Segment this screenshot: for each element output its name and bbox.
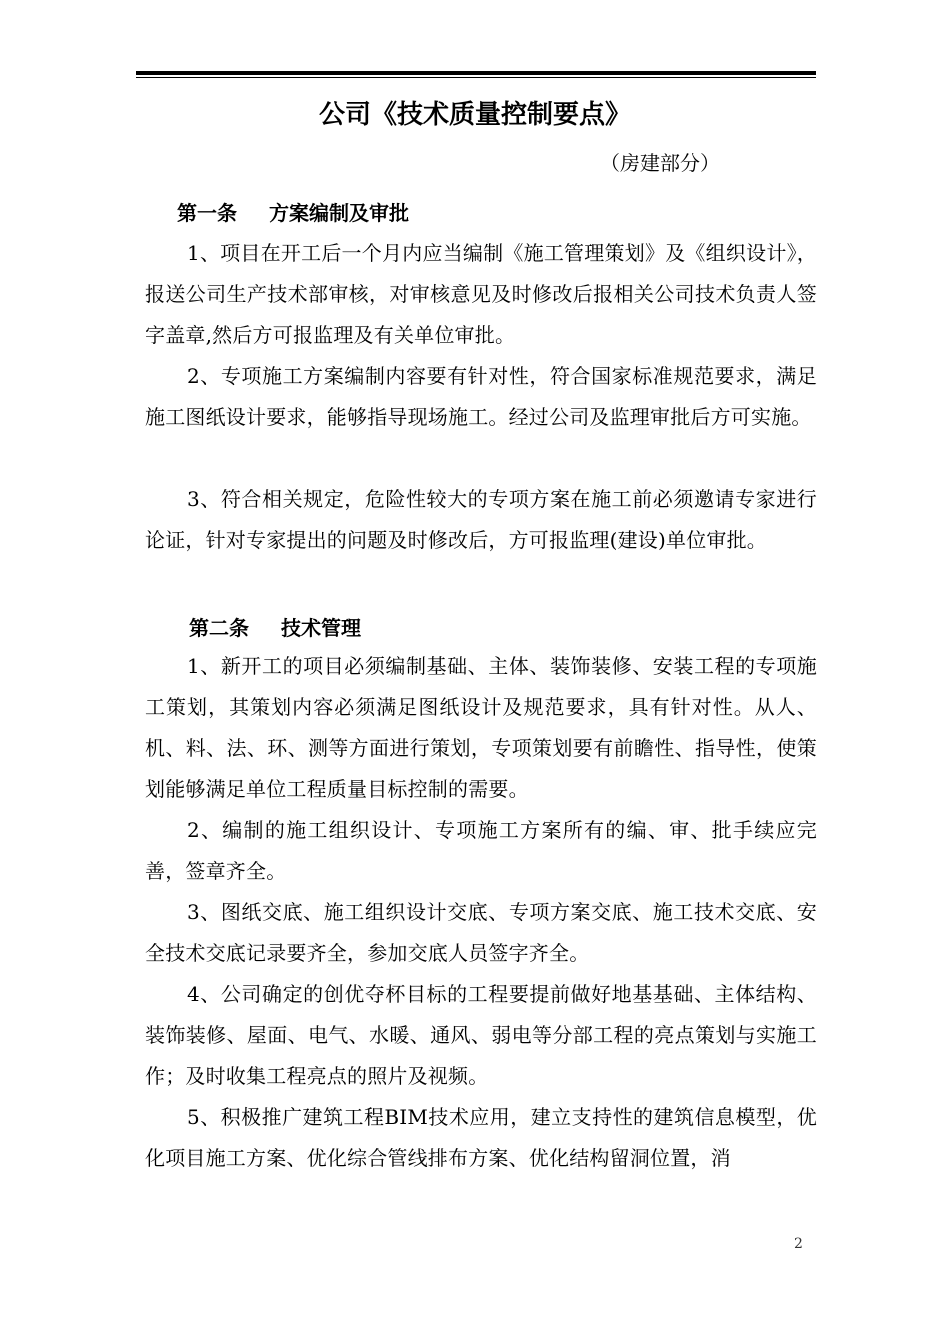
paragraph: 4、公司确定的创优夺杯目标的工程要提前做好地基基础、主体结构、装饰装修、屋面、电气、水暖、通风、弱电等分部工程的亮点策划与实施工作；及时收集工程亮点的照片及视频。 <box>145 982 817 1088</box>
section-number: 第一条 <box>177 201 237 225</box>
section-heading-2 <box>189 616 361 640</box>
paragraph: 3、符合相关规定，危险性较大的专项方案在施工前必须邀请专家进行论证，针对专家提出的问题及时修改后，方可报监理(建设)单位审批。 <box>145 487 817 552</box>
section-heading-1 <box>177 201 409 225</box>
paragraph: 2、编制的施工组织设计、专项施工方案所有的编、审、批手续应完善，签章齐全。 <box>145 818 817 883</box>
header-rule-thick <box>136 71 816 75</box>
section-title: 方案编制及审批 <box>269 201 409 225</box>
document-subtitle: （房建部分） <box>600 151 720 175</box>
paragraph: 3、图纸交底、施工组织设计交底、专项方案交底、施工技术交底、安全技术交底记录要齐全，参加交底人员签字齐全。 <box>145 900 817 965</box>
section-number: 第二条 <box>189 616 249 640</box>
paragraph: 1、新开工的项目必须编制基础、主体、装饰装修、安装工程的专项施工策划，其策划内容必须满足图纸设计及规范要求，具有针对性。从人、机、料、法、环、测等方面进行策划，专项策划要有前瞻性、指导性，使策划能够满足单位工程质量目标控制的需要。 <box>145 654 817 801</box>
paragraph: 2、专项施工方案编制内容要有针对性，符合国家标准规范要求，满足施工图纸设计要求，能够指导现场施工。经过公司及监理审批后方可实施。 <box>145 364 817 429</box>
page-number: 2 <box>794 1236 803 1252</box>
paragraph: 1、项目在开工后一个月内应当编制《施工管理策划》及《组织设计》，报送公司生产技术部审核，对审核意见及时修改后报相关公司技术负责人签字盖章,然后方可报监理及有关单位审批。 <box>145 241 817 347</box>
header-rule-thin <box>136 77 816 78</box>
paragraph: 5、积极推广建筑工程BIM技术应用，建立支持性的建筑信息模型，优化项目施工方案、优化综合管线排布方案、优化结构留洞位置，消 <box>145 1105 817 1170</box>
section-title: 技术管理 <box>281 616 361 640</box>
document-title: 公司《技术质量控制要点》 <box>318 100 631 130</box>
